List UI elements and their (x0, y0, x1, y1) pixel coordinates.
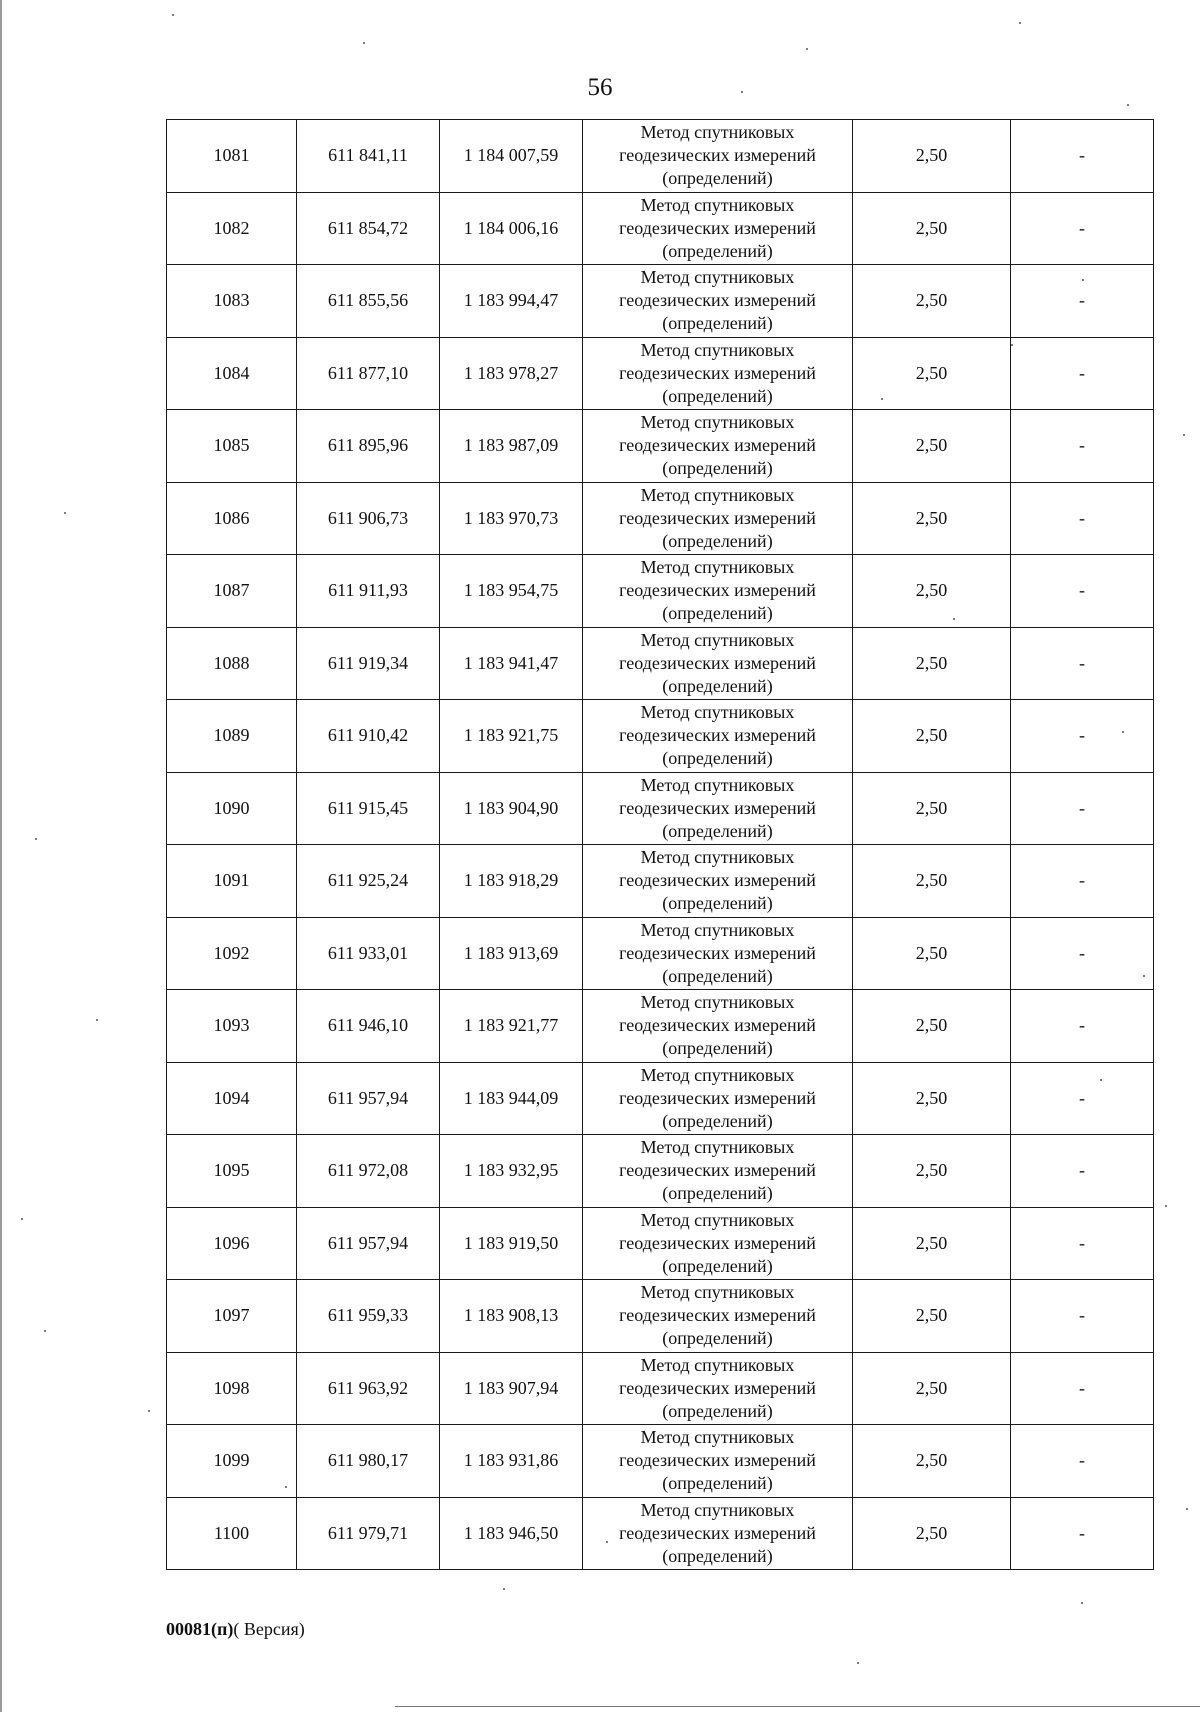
accuracy-cell: 2,50 (853, 772, 1011, 845)
x-coordinate-cell: 611 854,72 (297, 192, 440, 265)
point-number-cell: 1089 (167, 700, 297, 773)
method-line: геодезических измерений (619, 580, 816, 601)
method-line: Метод спутниковых (640, 1354, 795, 1375)
table-row (167, 917, 1154, 990)
note-cell: - (1011, 1207, 1154, 1280)
table-row (167, 700, 1154, 773)
table-row (167, 337, 1154, 410)
method-line: (определений) (662, 603, 773, 624)
y-coordinate-cell: 1 183 918,29 (440, 845, 583, 918)
method-line: геодезических измерений (619, 507, 816, 528)
method-line: геодезических измерений (619, 652, 816, 673)
method-line: Метод спутниковых (640, 194, 795, 215)
method-line: Метод спутниковых (640, 1282, 795, 1303)
table-row (167, 990, 1154, 1063)
method-cell (583, 1135, 853, 1208)
accuracy-cell: 2,50 (853, 1207, 1011, 1280)
note-cell: - (1011, 1497, 1154, 1570)
x-coordinate-cell: 611 915,45 (297, 772, 440, 845)
point-number-cell: 1092 (167, 917, 297, 990)
x-coordinate-cell: 611 979,71 (297, 1497, 440, 1570)
note-cell: - (1011, 410, 1154, 483)
method-line: (определений) (662, 820, 773, 841)
point-number-cell: 1094 (167, 1062, 297, 1135)
accuracy-cell: 2,50 (853, 1425, 1011, 1498)
y-coordinate-cell: 1 183 970,73 (440, 482, 583, 555)
table-row (167, 192, 1154, 265)
method-line: (определений) (662, 748, 773, 769)
method-line: Метод спутниковых (640, 992, 795, 1013)
method-line: Метод спутниковых (640, 484, 795, 505)
method-cell (583, 120, 853, 193)
method-line: геодезических измерений (619, 725, 816, 746)
point-number-cell: 1096 (167, 1207, 297, 1280)
note-cell: - (1011, 917, 1154, 990)
method-line: Метод спутниковых (640, 339, 795, 360)
method-cell (583, 1062, 853, 1135)
method-line: геодезических измерений (619, 435, 816, 456)
scan-speck (172, 14, 174, 16)
scan-speck (606, 1541, 608, 1543)
scan-speck (1100, 1079, 1102, 1081)
scan-speck (96, 1019, 98, 1021)
point-number-cell: 1091 (167, 845, 297, 918)
accuracy-cell: 2,50 (853, 917, 1011, 990)
point-number-cell: 1085 (167, 410, 297, 483)
method-line: геодезических измерений (619, 1522, 816, 1543)
x-coordinate-cell: 611 933,01 (297, 917, 440, 990)
accuracy-cell: 2,50 (853, 192, 1011, 265)
scan-left-edge (0, 0, 2, 1712)
note-cell: - (1011, 845, 1154, 918)
note-cell: - (1011, 700, 1154, 773)
method-line: геодезических измерений (619, 1232, 816, 1253)
scan-speck (1165, 1205, 1167, 1207)
method-line: геодезических измерений (619, 1377, 816, 1398)
document-footer (166, 1619, 305, 1640)
y-coordinate-cell: 1 183 944,09 (440, 1062, 583, 1135)
x-coordinate-cell: 611 959,33 (297, 1280, 440, 1353)
scan-speck (21, 1218, 23, 1220)
note-cell: - (1011, 990, 1154, 1063)
accuracy-cell: 2,50 (853, 337, 1011, 410)
point-number-cell: 1086 (167, 482, 297, 555)
method-line: (определений) (662, 1110, 773, 1131)
x-coordinate-cell: 611 957,94 (297, 1207, 440, 1280)
method-line: геодезических измерений (619, 797, 816, 818)
method-line: (определений) (662, 458, 773, 479)
table-row (167, 1425, 1154, 1498)
method-line: (определений) (662, 530, 773, 551)
scan-speck (1019, 22, 1021, 24)
coordinates-table (166, 119, 1154, 1570)
method-cell (583, 1425, 853, 1498)
x-coordinate-cell: 611 925,24 (297, 845, 440, 918)
method-line: (определений) (662, 168, 773, 189)
point-number-cell: 1082 (167, 192, 297, 265)
table-row (167, 482, 1154, 555)
method-line: (определений) (662, 965, 773, 986)
note-cell: - (1011, 772, 1154, 845)
method-line: Метод спутниковых (640, 847, 795, 868)
method-line: (определений) (662, 1328, 773, 1349)
y-coordinate-cell: 1 184 006,16 (440, 192, 583, 265)
accuracy-cell: 2,50 (853, 1062, 1011, 1135)
accuracy-cell: 2,50 (853, 845, 1011, 918)
method-cell (583, 845, 853, 918)
scan-speck (953, 618, 955, 620)
method-line: Метод спутниковых (640, 1064, 795, 1085)
note-cell: - (1011, 1280, 1154, 1353)
method-line: Метод спутниковых (640, 919, 795, 940)
table-row (167, 555, 1154, 628)
scan-speck (1127, 104, 1129, 106)
table-row (167, 1062, 1154, 1135)
scan-bottom-line (395, 1706, 1200, 1707)
x-coordinate-cell: 611 957,94 (297, 1062, 440, 1135)
method-cell (583, 917, 853, 990)
point-number-cell: 1098 (167, 1352, 297, 1425)
y-coordinate-cell: 1 183 931,86 (440, 1425, 583, 1498)
method-line: (определений) (662, 1545, 773, 1566)
scan-speck (1122, 731, 1124, 733)
point-number-cell: 1090 (167, 772, 297, 845)
method-cell (583, 627, 853, 700)
point-number-cell: 1097 (167, 1280, 297, 1353)
scan-speck (741, 91, 743, 93)
point-number-cell: 1100 (167, 1497, 297, 1570)
point-number-cell: 1093 (167, 990, 297, 1063)
y-coordinate-cell: 1 183 941,47 (440, 627, 583, 700)
y-coordinate-cell: 1 183 921,75 (440, 700, 583, 773)
accuracy-cell: 2,50 (853, 555, 1011, 628)
table-row (167, 1280, 1154, 1353)
method-line: (определений) (662, 313, 773, 334)
table-row (167, 1207, 1154, 1280)
y-coordinate-cell: 1 183 907,94 (440, 1352, 583, 1425)
point-number-cell: 1083 (167, 265, 297, 338)
method-line: (определений) (662, 1038, 773, 1059)
table-body (167, 120, 1154, 1570)
point-number-cell: 1087 (167, 555, 297, 628)
y-coordinate-cell: 1 183 921,77 (440, 990, 583, 1063)
x-coordinate-cell: 611 841,11 (297, 120, 440, 193)
x-coordinate-cell: 611 919,34 (297, 627, 440, 700)
x-coordinate-cell: 611 895,96 (297, 410, 440, 483)
scan-speck (1011, 344, 1013, 346)
scan-speck (503, 1588, 505, 1590)
method-line: геодезических измерений (619, 217, 816, 238)
scan-speck (64, 512, 66, 514)
method-line: (определений) (662, 675, 773, 696)
scan-speck (363, 42, 365, 44)
method-line: геодезических измерений (619, 870, 816, 891)
accuracy-cell: 2,50 (853, 482, 1011, 555)
scan-speck (1143, 975, 1145, 977)
method-cell (583, 410, 853, 483)
method-line: геодезических измерений (619, 942, 816, 963)
y-coordinate-cell: 1 183 978,27 (440, 337, 583, 410)
method-line: Метод спутниковых (640, 629, 795, 650)
method-line: (определений) (662, 893, 773, 914)
x-coordinate-cell: 611 980,17 (297, 1425, 440, 1498)
accuracy-cell: 2,50 (853, 120, 1011, 193)
method-cell (583, 1352, 853, 1425)
y-coordinate-cell: 1 183 954,75 (440, 555, 583, 628)
method-line: геодезических измерений (619, 1160, 816, 1181)
table-row (167, 772, 1154, 845)
method-cell (583, 1207, 853, 1280)
scan-speck (1183, 434, 1185, 436)
note-cell: - (1011, 192, 1154, 265)
method-line: Метод спутниковых (640, 1209, 795, 1230)
footer-version: ( Версия) (233, 1619, 305, 1639)
footer-code: 00081(п) (166, 1619, 234, 1639)
scan-speck (806, 48, 808, 50)
table-row (167, 1352, 1154, 1425)
method-cell (583, 990, 853, 1063)
table-row (167, 1497, 1154, 1570)
method-line: Метод спутниковых (640, 1427, 795, 1448)
note-cell: - (1011, 1425, 1154, 1498)
table-row (167, 120, 1154, 193)
y-coordinate-cell: 1 183 913,69 (440, 917, 583, 990)
point-number-cell: 1084 (167, 337, 297, 410)
method-line: Метод спутниковых (640, 774, 795, 795)
method-line: геодезических измерений (619, 362, 816, 383)
method-line: геодезических измерений (619, 1015, 816, 1036)
scan-speck (857, 1662, 859, 1664)
point-number-cell: 1081 (167, 120, 297, 193)
table-row (167, 265, 1154, 338)
point-number-cell: 1088 (167, 627, 297, 700)
method-line: Метод спутниковых (640, 412, 795, 433)
y-coordinate-cell: 1 183 919,50 (440, 1207, 583, 1280)
method-line: (определений) (662, 385, 773, 406)
note-cell: - (1011, 482, 1154, 555)
scan-speck (1082, 279, 1084, 281)
method-cell (583, 1280, 853, 1353)
method-line: геодезических измерений (619, 1450, 816, 1471)
x-coordinate-cell: 611 946,10 (297, 990, 440, 1063)
method-line: (определений) (662, 1473, 773, 1494)
method-line: Метод спутниковых (640, 267, 795, 288)
y-coordinate-cell: 1 184 007,59 (440, 120, 583, 193)
accuracy-cell: 2,50 (853, 990, 1011, 1063)
y-coordinate-cell: 1 183 994,47 (440, 265, 583, 338)
method-cell (583, 700, 853, 773)
accuracy-cell: 2,50 (853, 700, 1011, 773)
table-row (167, 845, 1154, 918)
method-cell (583, 192, 853, 265)
note-cell: - (1011, 555, 1154, 628)
y-coordinate-cell: 1 183 946,50 (440, 1497, 583, 1570)
note-cell: - (1011, 265, 1154, 338)
x-coordinate-cell: 611 911,93 (297, 555, 440, 628)
method-line: Метод спутниковых (640, 557, 795, 578)
scan-speck (881, 398, 883, 400)
method-cell (583, 555, 853, 628)
table-row (167, 1135, 1154, 1208)
note-cell: - (1011, 120, 1154, 193)
point-number-cell: 1095 (167, 1135, 297, 1208)
note-cell: - (1011, 1135, 1154, 1208)
x-coordinate-cell: 611 855,56 (297, 265, 440, 338)
method-line: геодезических измерений (619, 1305, 816, 1326)
scan-speck (148, 1410, 150, 1412)
x-coordinate-cell: 611 963,92 (297, 1352, 440, 1425)
method-cell (583, 1497, 853, 1570)
note-cell: - (1011, 337, 1154, 410)
y-coordinate-cell: 1 183 932,95 (440, 1135, 583, 1208)
y-coordinate-cell: 1 183 904,90 (440, 772, 583, 845)
accuracy-cell: 2,50 (853, 1352, 1011, 1425)
accuracy-cell: 2,50 (853, 1497, 1011, 1570)
method-line: Метод спутниковых (640, 702, 795, 723)
method-line: Метод спутниковых (640, 1137, 795, 1158)
method-cell (583, 337, 853, 410)
accuracy-cell: 2,50 (853, 627, 1011, 700)
method-cell (583, 772, 853, 845)
method-line: Метод спутниковых (640, 122, 795, 143)
method-line: геодезических измерений (619, 145, 816, 166)
method-line: (определений) (662, 240, 773, 261)
scan-speck (285, 1486, 287, 1488)
scan-speck (35, 838, 37, 840)
page-number: 56 (587, 74, 613, 101)
x-coordinate-cell: 611 910,42 (297, 700, 440, 773)
x-coordinate-cell: 611 972,08 (297, 1135, 440, 1208)
note-cell: - (1011, 1062, 1154, 1135)
method-line: Метод спутниковых (640, 1499, 795, 1520)
method-line: (определений) (662, 1400, 773, 1421)
table-row (167, 410, 1154, 483)
method-line: геодезических измерений (619, 1087, 816, 1108)
accuracy-cell: 2,50 (853, 410, 1011, 483)
method-line: геодезических измерений (619, 290, 816, 311)
point-number-cell: 1099 (167, 1425, 297, 1498)
accuracy-cell: 2,50 (853, 265, 1011, 338)
table-row (167, 627, 1154, 700)
method-cell (583, 482, 853, 555)
method-cell (583, 265, 853, 338)
scan-speck (1186, 1508, 1188, 1510)
method-line: (определений) (662, 1183, 773, 1204)
note-cell: - (1011, 627, 1154, 700)
y-coordinate-cell: 1 183 908,13 (440, 1280, 583, 1353)
x-coordinate-cell: 611 877,10 (297, 337, 440, 410)
method-line: (определений) (662, 1255, 773, 1276)
accuracy-cell: 2,50 (853, 1280, 1011, 1353)
note-cell: - (1011, 1352, 1154, 1425)
accuracy-cell: 2,50 (853, 1135, 1011, 1208)
x-coordinate-cell: 611 906,73 (297, 482, 440, 555)
scan-speck (44, 1330, 46, 1332)
scan-speck (1081, 1602, 1083, 1604)
y-coordinate-cell: 1 183 987,09 (440, 410, 583, 483)
